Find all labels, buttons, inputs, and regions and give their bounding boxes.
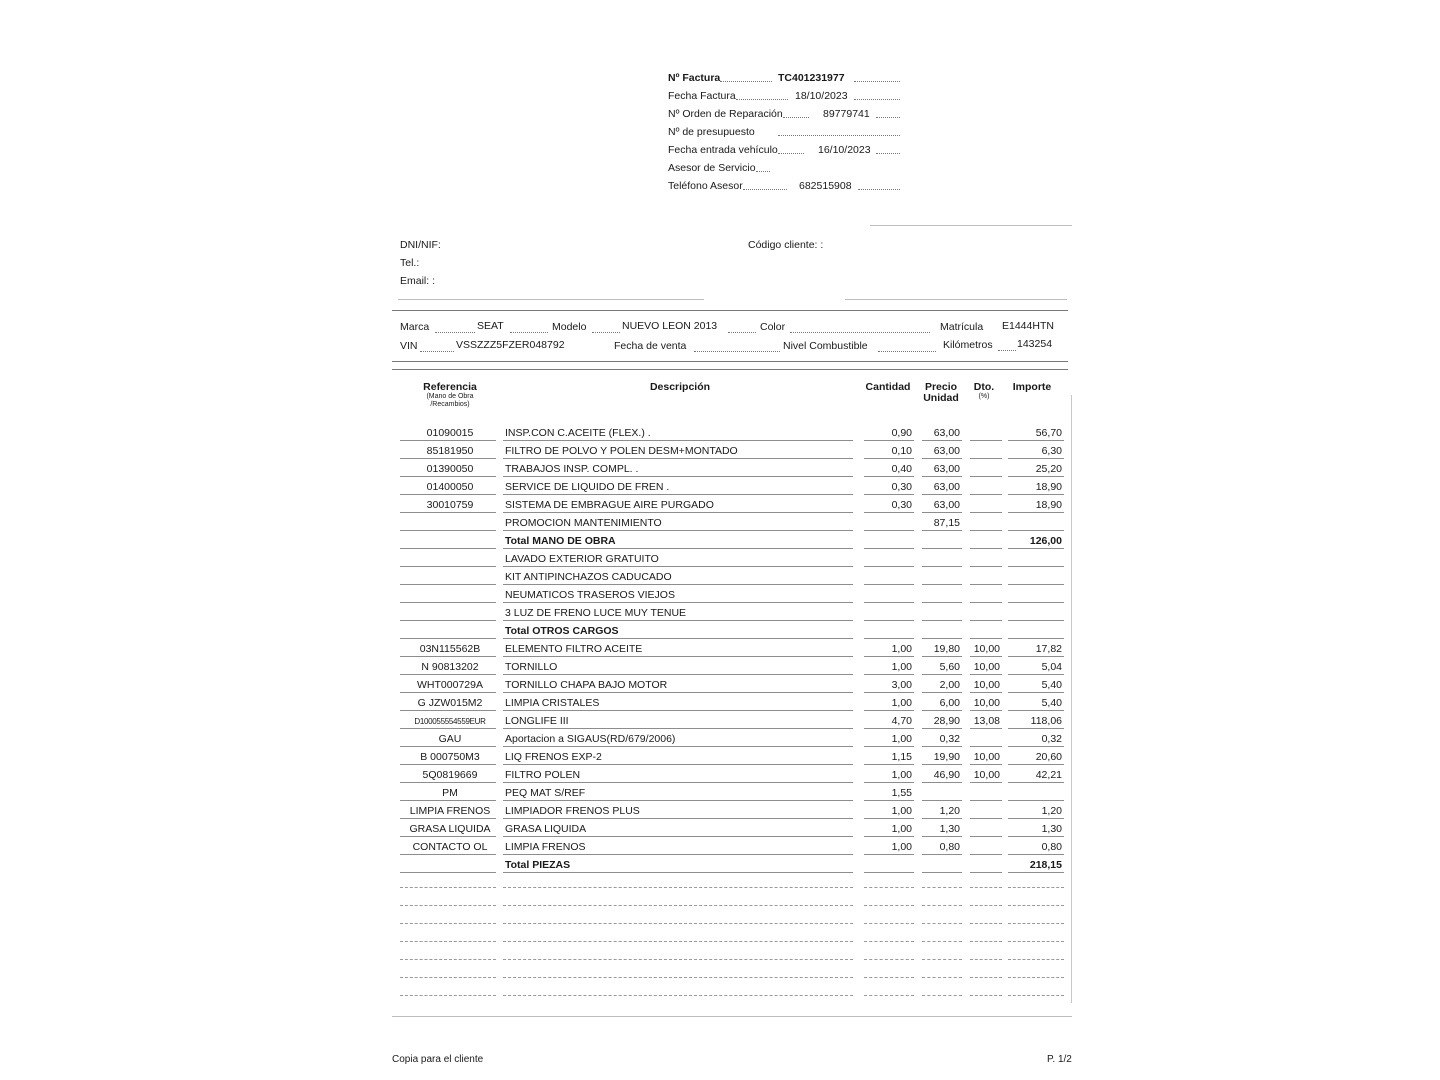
table-total-row [0,857,1440,875]
fuel-level-label: Nivel Combustible [783,340,868,352]
cell-descripcion: KIT ANTIPINCHAZOS CADUCADO [505,571,672,583]
cell-descripcion: 3 LUZ DE FRENO LUCE MUY TENUE [505,607,687,619]
cell-dto [966,732,1000,747]
cell-dto [966,624,1000,639]
divider [870,225,1072,226]
divider [392,310,1068,311]
tel-label: Tel.: [400,257,420,269]
cell-descripcion: Aportacion a SIGAUS(RD/679/2006) [505,733,676,745]
advisor-phone: 682515908 [799,180,852,192]
table-row [0,839,1440,857]
cell-dto [966,498,1000,513]
cell-importe [1006,552,1062,567]
cell-descripcion: NEUMATICOS TRASEROS VIEJOS [505,589,675,601]
cell-dto [966,426,1000,441]
table-row [0,749,1440,767]
cell-importe [1006,588,1062,603]
cell-precio [918,570,960,585]
cell-precio: 63,00 [933,463,960,475]
cell-dto [966,822,1000,837]
cell-referencia [400,534,500,549]
cell-dto: 10,00 [973,643,1000,655]
cell-precio [918,552,960,567]
col-precio: Precio Unidad [923,381,959,404]
cell-referencia [400,606,500,621]
cell-referencia: PM [442,787,458,799]
blank-row-line [1008,905,1064,906]
cell-descripcion: LIMPIADOR FRENOS PLUS [505,805,640,817]
cell-precio: 28,90 [933,715,960,727]
col-referencia: Referencia (Mano de Obra /Recambios) [423,381,477,408]
cell-importe [1006,624,1062,639]
cell-importe: 42,21 [1035,769,1062,781]
cell-precio [918,858,960,873]
cell-referencia [400,588,500,603]
cell-precio [918,606,960,621]
cell-referencia [400,858,500,873]
table-row [0,713,1440,731]
cell-importe: 118,06 [1030,715,1062,727]
cell-cantidad: 4,70 [891,715,912,727]
advisor-phone-row: Teléfono Asesor 682515908 [668,178,787,194]
cell-referencia: GRASA LIQUIDA [409,823,491,835]
km-value: 143254 [1017,338,1053,350]
cell-descripcion: ELEMENTO FILTRO ACEITE [505,643,643,655]
blank-row-line [970,923,1002,924]
table-row [0,803,1440,821]
cell-cantidad: 1,00 [891,643,912,655]
blank-row-line [922,977,962,978]
cell-importe: 18,90 [1035,481,1062,493]
table-row [0,785,1440,803]
cell-precio: 1,30 [939,823,960,835]
blank-row-line [503,977,853,978]
cell-descripcion: SISTEMA DE EMBRAGUE AIRE PURGADO [505,499,714,511]
cell-dto [966,840,1000,855]
marca-label: Marca [400,321,430,333]
cell-dto [966,588,1000,603]
cell-precio [918,588,960,603]
blank-row-line [1008,887,1064,888]
cell-precio [918,534,960,549]
cell-precio: 6,00 [939,697,960,709]
cell-cantidad: 0,90 [891,427,912,439]
cell-precio: 63,00 [933,481,960,493]
cell-importe: 218,15 [1029,859,1062,871]
cell-cantidad: 1,00 [891,841,912,853]
table-row [0,731,1440,749]
cell-importe: 5,40 [1041,697,1062,709]
cell-cantidad: 1,55 [891,787,912,799]
cell-precio: 5,60 [939,661,960,673]
cell-cantidad [860,516,912,531]
client-code-label: Código cliente: : [748,239,824,251]
cell-descripcion: Total OTROS CARGOS [505,625,619,637]
cell-dto [966,804,1000,819]
blank-row-line [1008,923,1064,924]
cell-referencia [400,570,500,585]
cell-importe: 1,30 [1041,823,1062,835]
footer-page-number: P. 1/2 [1047,1054,1072,1065]
cell-descripcion: PROMOCION MANTENIMIENTO [505,517,662,529]
modelo-value: NUEVO LEON 2013 [622,320,718,332]
cell-descripcion: LIMPIA FRENOS [505,841,586,853]
blank-row-line [503,959,853,960]
budget-row: Nº de presupuesto [668,124,755,140]
cell-referencia: 03N115562B [419,643,481,655]
color-label: Color [760,321,786,333]
cell-descripcion: LIQ FRENOS EXP-2 [505,751,602,763]
cell-cantidad [860,534,912,549]
cell-referencia: 85181950 [426,445,474,457]
blank-row-line [970,887,1002,888]
cell-descripcion: LIMPIA CRISTALES [505,697,600,709]
cell-precio: 2,00 [939,679,960,691]
blank-row-line [400,977,496,978]
blank-row-line [970,959,1002,960]
vin-label: VIN [400,340,418,352]
cell-cantidad: 0,10 [891,445,912,457]
blank-row-line [970,977,1002,978]
repair-order-row: Nº Orden de Reparación 89779741 [668,106,809,122]
cell-cantidad [860,858,912,873]
cell-importe: 0,80 [1041,841,1062,853]
cell-importe [1006,786,1062,801]
blank-row-line [503,941,853,942]
cell-precio: 87,15 [933,517,960,529]
cell-referencia: 01390050 [426,463,474,475]
cell-cantidad: 1,00 [891,769,912,781]
table-row [0,695,1440,713]
cell-referencia: GAU [438,733,462,745]
cell-importe: 0,32 [1041,733,1062,745]
cell-referencia: G JZW015M2 [417,697,483,709]
blank-row-line [864,905,914,906]
email-label: Email: : [400,275,436,287]
cell-cantidad: 1,00 [891,661,912,673]
cell-precio: 46,90 [933,769,960,781]
cell-referencia [400,552,500,567]
col-descripcion: Descripción [649,381,711,393]
cell-descripcion: TORNILLO [505,661,558,673]
cell-dto [966,444,1000,459]
cell-descripcion: TRABAJOS INSP. COMPL. . [505,463,639,475]
cell-cantidad [860,606,912,621]
cell-importe: 17,82 [1035,643,1062,655]
col-importe: Importe [1012,381,1052,393]
cell-cantidad: 1,00 [891,823,912,835]
blank-row-line [922,995,962,996]
cell-cantidad [860,588,912,603]
cell-referencia: 30010759 [426,499,474,511]
vin-value: VSSZZZ5FZER048792 [456,339,565,351]
cell-dto: 10,00 [973,751,1000,763]
cell-precio [918,624,960,639]
cell-referencia [400,624,500,639]
blank-row-line [503,923,853,924]
cell-precio: 19,90 [933,751,960,763]
cell-dto [966,552,1000,567]
cell-descripcion: LAVADO EXTERIOR GRATUITO [505,553,659,565]
cell-dto: 10,00 [973,697,1000,709]
cell-dto [966,786,1000,801]
table-total-row [0,533,1440,551]
cell-referencia: 5Q0819669 [422,769,478,781]
invoice-date-row: Fecha Factura 18/10/2023 [668,88,788,104]
cell-referencia: N 90813202 [421,661,479,673]
cell-descripcion: GRASA LIQUIDA [505,823,587,835]
cell-referencia: B 000750M3 [420,751,480,763]
cell-descripcion: Total MANO DE OBRA [505,535,616,547]
col-dto: Dto. (%) [973,381,995,400]
blank-row-line [1008,995,1064,996]
blank-row-line [922,905,962,906]
blank-row-line [400,905,496,906]
cell-dto [966,534,1000,549]
blank-row-line [970,905,1002,906]
table-row [0,515,1440,533]
invoice-number: TC401231977 [778,72,845,84]
cell-referencia: WHT000729A [417,679,483,691]
blank-row-line [503,995,853,996]
cell-descripcion: SERVICE DE LIQUIDO DE FREN . [505,481,670,493]
divider [392,369,1068,370]
cell-referencia [400,516,500,531]
modelo-label: Modelo [552,321,587,333]
table-row [0,443,1440,461]
cell-cantidad: 0,30 [891,499,912,511]
blank-row-line [1008,959,1064,960]
cell-referencia: LIMPIA FRENOS [409,805,491,817]
cell-descripcion: TORNILLO CHAPA BAJO MOTOR [505,679,668,691]
divider [392,1016,1072,1017]
cell-descripcion: FILTRO DE POLVO Y POLEN DESM+MONTADO [505,445,738,457]
cell-importe: 5,04 [1041,661,1062,673]
blank-row-line [864,887,914,888]
cell-precio: 0,32 [939,733,960,745]
blank-row-line [400,959,496,960]
cell-importe: 126,00 [1029,535,1062,547]
table-row [0,641,1440,659]
cell-cantidad: 1,15 [891,751,912,763]
blank-row-line [970,941,1002,942]
blank-row-line [922,923,962,924]
cell-precio [918,786,960,801]
cell-dto [966,480,1000,495]
table-row [0,569,1440,587]
cell-dto [966,570,1000,585]
blank-row-line [922,941,962,942]
blank-row-line [400,995,496,996]
cell-cantidad: 0,30 [891,481,912,493]
cell-referencia: 01090015 [426,427,474,439]
cell-cantidad [860,624,912,639]
cell-dto: 13,08 [973,715,1000,727]
cell-cantidad: 0,40 [891,463,912,475]
cell-referencia: CONTACTO OL [412,841,488,853]
cell-importe [1006,606,1062,621]
blank-row-line [864,923,914,924]
cell-cantidad: 3,00 [891,679,912,691]
blank-row-line [970,995,1002,996]
col-cantidad: Cantidad [865,381,911,393]
cell-precio: 63,00 [933,445,960,457]
cell-cantidad: 1,00 [891,697,912,709]
cell-referencia: 01400050 [426,481,474,493]
cell-cantidad: 1,00 [891,805,912,817]
footer-copy-label: Copia para el cliente [392,1054,484,1065]
cell-dto [966,516,1000,531]
table-total-row [0,623,1440,641]
cell-importe: 5,40 [1041,679,1062,691]
vehicle-entry-date: 16/10/2023 [818,144,871,156]
cell-dto [966,858,1000,873]
matricula-value: E1444HTN [1002,320,1054,332]
table-row [0,479,1440,497]
blank-row-line [864,977,914,978]
table-row [0,551,1440,569]
cell-importe [1006,570,1062,585]
cell-descripcion: LONGLIFE III [505,715,569,727]
cell-dto: 10,00 [973,769,1000,781]
blank-row-line [400,887,496,888]
cell-cantidad [860,570,912,585]
cell-precio: 63,00 [933,499,960,511]
table-row [0,821,1440,839]
marca-value: SEAT [477,320,504,332]
cell-descripcion: PEQ MAT S/REF [505,787,586,799]
repair-order-number: 89779741 [823,108,870,120]
table-row [0,659,1440,677]
cell-cantidad: 1,00 [891,733,912,745]
cell-importe: 25,20 [1035,463,1062,475]
service-advisor-row: Asesor de Servicio [668,160,770,176]
cell-precio: 19,80 [933,643,960,655]
cell-dto [966,462,1000,477]
cell-importe: 1,20 [1041,805,1062,817]
divider [398,299,704,300]
cell-dto: 10,00 [973,679,1000,691]
table-row [0,587,1440,605]
cell-referencia: D100055554559EUR [414,717,486,726]
matricula-label: Matrícula [940,321,984,333]
vehicle-entry-row: Fecha entrada vehículo 16/10/2023 [668,142,804,158]
cell-descripcion: FILTRO POLEN [505,769,581,781]
km-label: Kilómetros [943,339,993,351]
cell-dto: 10,00 [973,661,1000,673]
invoice-number-row: Nº Factura TC401231977 [668,70,772,86]
blank-row-line [864,959,914,960]
cell-importe: 56,70 [1035,427,1062,439]
blank-row-line [1008,977,1064,978]
invoice-date: 18/10/2023 [795,90,848,102]
divider [845,299,1067,300]
blank-row-line [503,905,853,906]
cell-dto [966,606,1000,621]
table-row [0,497,1440,515]
divider [392,361,1068,362]
blank-row-line [922,887,962,888]
cell-precio: 1,20 [939,805,960,817]
blank-row-line [400,923,496,924]
table-row [0,461,1440,479]
blank-row-line [864,941,914,942]
table-row [0,425,1440,443]
table-row [0,677,1440,695]
cell-importe [1006,516,1062,531]
cell-descripcion: Total PIEZAS [505,859,571,871]
cell-descripcion: INSP.CON C.ACEITE (FLEX.) . [505,427,651,439]
cell-importe: 6,30 [1041,445,1062,457]
cell-precio: 0,80 [939,841,960,853]
blank-row-line [864,995,914,996]
cell-importe: 20,60 [1035,751,1062,763]
table-row [0,767,1440,785]
dni-label: DNI/NIF: [400,239,441,251]
blank-row-line [1008,941,1064,942]
sale-date-label: Fecha de venta [614,340,687,352]
cell-cantidad [860,552,912,567]
blank-row-line [400,941,496,942]
cell-precio: 63,00 [933,427,960,439]
blank-row-line [922,959,962,960]
blank-row-line [503,887,853,888]
cell-importe: 18,90 [1035,499,1062,511]
table-row [0,605,1440,623]
